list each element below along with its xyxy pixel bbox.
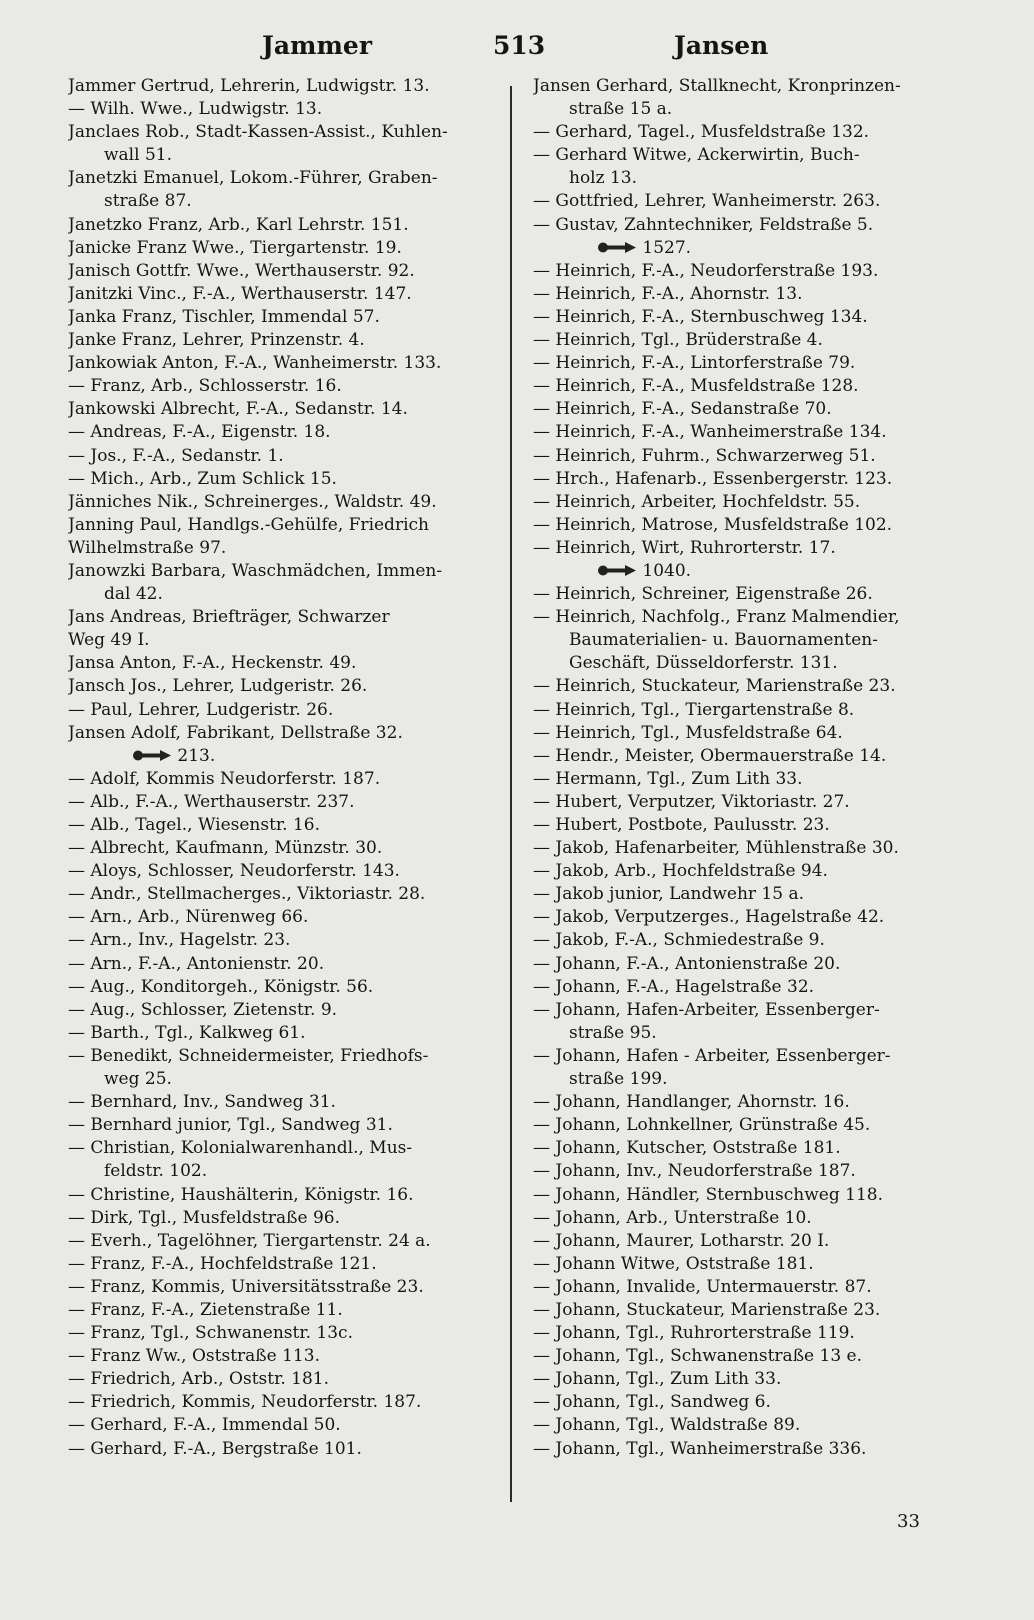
directory-entry [533,537,973,560]
directory-entry [533,98,973,121]
directory-entry [68,675,498,698]
directory-entry [533,1368,973,1391]
entry-text: — Alb., Tagel., Wiesenstr. 16. [68,815,321,835]
directory-entry [68,837,498,860]
directory-entry [533,906,973,929]
directory-entry [533,814,973,837]
entry-text: — Hermann, Tgl., Zum Lith 33. [533,768,803,789]
directory-entry [68,1368,498,1391]
directory-entry [68,144,498,167]
entry-text: — Jakob, Hafenarbeiter, Mühlenstraße 30. [533,838,899,859]
entry-text: — Christine, Haushälterin, Königstr. 16. [68,1184,414,1205]
directory-entry [68,1276,498,1299]
directory-entry [533,1253,973,1276]
directory-entry [68,768,498,791]
directory-entry [533,1022,973,1045]
entry-text: — Johann, Hafen-Arbeiter, Essenberger- [533,999,880,1020]
entry-text: — Mich., Arb., Zum Schlick 15. [68,468,337,489]
directory-entry [68,491,498,514]
directory-entry [68,167,498,190]
directory-entry [533,768,973,791]
entry-text: — Gerhard, F.-A., Bergstraße 101. [68,1438,362,1459]
entry-text: — Johann, Tgl., Wanheimerstraße 336. [533,1438,867,1459]
entry-text: Jänniches Nik., Schreinerges., Waldstr. 49. [68,491,437,512]
entry-text: Janke Franz, Lehrer, Prinzenstr. 4. [68,330,365,351]
directory-entry [68,445,498,468]
directory-entry [533,1230,973,1253]
directory-entry [68,398,498,421]
telephone-icon [132,746,172,766]
entry-text: — Hubert, Postbote, Paulusstr. 23. [533,815,830,835]
directory-entry [533,976,973,999]
entry-text: straße 199. [569,1069,668,1090]
entry-text: — Johann, Invalide, Untermauerstr. 87. [533,1276,872,1297]
entry-text: — Heinrich, Nachfolg., Franz Malmendier, [533,607,900,628]
entry-text: — Heinrich, Wirt, Ruhrorterstr. 17. [533,537,836,558]
entry-text: — Heinrich, F.-A., Lintorferstraße 79. [533,353,856,374]
column-divider [510,86,512,1502]
entry-text: — Jakob, Arb., Hochfeldstraße 94. [533,861,828,882]
entry-text: — Arn., F.-A., Antonienstr. 20. [68,953,325,974]
entry-text: — Arn., Arb., Nürenweg 66. [68,907,309,928]
entry-text: — Andreas, F.-A., Eigenstr. 18. [68,422,331,443]
directory-entry [533,306,973,329]
directory-entry [68,745,498,768]
telephone-icon [597,561,637,581]
directory-entry [533,837,973,860]
entry-text: — Everh., Tagelöhner, Tiergartenstr. 24 a. [68,1230,431,1251]
entry-text: Wilhelmstraße 97. [68,537,227,558]
entry-text: — Johann, Arb., Unterstraße 10. [533,1207,812,1228]
entry-text: — Adolf, Kommis Neudorferstr. 187. [68,768,381,789]
directory-entry [533,1045,973,1068]
entry-text: Baumaterialien- u. Bauornamenten- [569,630,878,651]
directory-entry [533,1276,973,1299]
entry-text: 1040. [642,560,692,581]
entry-text: feldstr. 102. [104,1161,208,1182]
directory-entry [68,1322,498,1345]
right-column [533,75,973,1461]
entry-text: — Johann Witwe, Oststraße 181. [533,1253,814,1274]
directory-entry [533,883,973,906]
entry-text: — Franz, Kommis, Universitätsstraße 23. [68,1276,424,1297]
entry-text: — Heinrich, F.-A., Sedanstraße 70. [533,399,832,420]
entry-text: 213. [177,745,216,766]
header-right-keyword: Jansen [674,31,769,60]
directory-entry [533,421,973,444]
directory-entry [533,445,973,468]
directory-entry [533,1299,973,1322]
directory-entry [68,1045,498,1068]
directory-entry [68,283,498,306]
directory-entry [68,1230,498,1253]
entry-text: — Jakob junior, Landwehr 15 a. [533,884,805,905]
entry-text: — Johann, Tgl., Ruhrorterstraße 119. [533,1323,855,1344]
directory-entry [68,190,498,213]
entry-text: — Hendr., Meister, Obermauerstraße 14. [533,745,887,766]
entry-text: Jankowski Albrecht, F.-A., Sedanstr. 14. [68,399,408,420]
directory-entry [533,953,973,976]
directory-entry [68,1022,498,1045]
directory-entry [68,652,498,675]
entry-text: — Franz, Arb., Schlosserstr. 16. [68,376,342,397]
entry-text: — Johann, Handlanger, Ahornstr. 16. [533,1092,850,1113]
entry-text: — Johann, Hafen - Arbeiter, Essenberger- [533,1045,891,1066]
entry-text: — Johann, F.-A., Antonienstraße 20. [533,953,841,974]
directory-entry [68,1207,498,1230]
telephone-icon [597,238,637,258]
directory-entry [533,675,973,698]
directory-entry [533,1184,973,1207]
directory-entry [533,75,973,98]
directory-entry [533,1345,973,1368]
entry-text: Jansen Adolf, Fabrikant, Dellstraße 32. [68,722,403,743]
directory-entry [533,237,973,260]
entry-text: — Paul, Lehrer, Ludgeristr. 26. [68,699,334,720]
directory-entry [533,1114,973,1137]
entry-text: Janowzki Barbara, Waschmädchen, Immen- [68,560,443,581]
entry-text: — Franz Ww., Oststraße 113. [68,1346,320,1367]
entry-text: — Heinrich, F.-A., Musfeldstraße 128. [533,376,859,397]
entry-text: — Johann, Lohnkellner, Grünstraße 45. [533,1115,871,1136]
directory-entry [68,606,498,629]
directory-entry [533,860,973,883]
entry-text: Weg 49 I. [68,630,150,651]
directory-entry [533,583,973,606]
directory-entry [533,1160,973,1183]
entry-text: — Gottfried, Lehrer, Wanheimerstr. 263. [533,191,881,212]
entry-text: — Franz, F.-A., Zietenstraße 11. [68,1299,343,1320]
directory-entry [68,1299,498,1322]
directory-entry [68,699,498,722]
directory-entry [68,860,498,883]
directory-entry [68,1438,498,1461]
entry-text: — Johann, Tgl., Zum Lith 33. [533,1369,782,1390]
directory-entry [68,629,498,652]
directory-entry [68,1253,498,1276]
entry-text: — Gustav, Zahntechniker, Feldstraße 5. [533,214,874,235]
directory-entry [533,1091,973,1114]
entry-text: — Hrch., Hafenarb., Essenbergerstr. 123. [533,468,893,489]
entry-text: — Benedikt, Schneidermeister, Friedhofs- [68,1045,429,1066]
directory-entry [68,953,498,976]
directory-entry [533,329,973,352]
entry-text: — Heinrich, Tgl., Musfeldstraße 64. [533,722,843,743]
directory-entry [533,560,973,583]
directory-entry [533,1137,973,1160]
entry-text: dal 42. [104,584,163,605]
directory-entry [533,283,973,306]
directory-entry [68,421,498,444]
directory-entry [68,75,498,98]
entry-text: — Heinrich, Stuckateur, Marienstraße 23. [533,676,896,697]
directory-entry [68,98,498,121]
entry-text: — Jakob, Verputzerges., Hagelstraße 42. [533,907,885,928]
directory-entry [533,1068,973,1091]
entry-text: — Gerhard Witwe, Ackerwirtin, Buch- [533,145,860,166]
entry-text: Janka Franz, Tischler, Immendal 57. [68,306,380,327]
entry-text: straße 87. [104,191,192,212]
entry-text: — Friedrich, Arb., Oststr. 181. [68,1369,330,1390]
entry-text: straße 15 a. [569,99,673,120]
entry-text: — Heinrich, Matrose, Musfeldstraße 102. [533,514,893,535]
entry-text: — Barth., Tgl., Kalkweg 61. [68,1022,306,1043]
directory-entry [533,1207,973,1230]
directory-entry [533,722,973,745]
entry-text: — Christian, Kolonialwarenhandl., Mus- [68,1138,413,1159]
entry-text: 1527. [642,237,692,258]
entry-text: — Franz, F.-A., Hochfeldstraße 121. [68,1253,377,1274]
left-column [68,75,498,1461]
directory-entry [68,560,498,583]
entry-text: — Heinrich, Tgl., Tiergartenstraße 8. [533,699,855,720]
directory-entry [533,190,973,213]
entry-text: — Jakob, F.-A., Schmiedestraße 9. [533,930,825,951]
directory-entry [68,214,498,237]
directory-entry [68,1414,498,1437]
directory-entry [68,791,498,814]
directory-entry [68,976,498,999]
entry-text: Janetzki Emanuel, Lokom.-Führer, Graben- [68,168,438,189]
directory-entry [68,1114,498,1137]
entry-text: — Gerhard, Tagel., Musfeldstraße 132. [533,122,870,143]
directory-entry [533,144,973,167]
entry-text: — Gerhard, F.-A., Immendal 50. [68,1415,341,1436]
directory-entry [533,699,973,722]
entry-text: holz 13. [569,168,638,189]
entry-text: Janning Paul, Handlgs.-Gehülfe, Friedrich [68,514,429,535]
entry-text: — Heinrich, Tgl., Brüderstraße 4. [533,330,823,351]
entry-text: Jammer Gertrud, Lehrerin, Ludwigstr. 13. [68,76,430,96]
printer-signature: 33 [897,1511,920,1532]
directory-entry [533,491,973,514]
directory-entry [68,906,498,929]
directory-entry [68,306,498,329]
entry-text: — Heinrich, F.-A., Ahornstr. 13. [533,283,803,304]
directory-entry [533,514,973,537]
entry-text: Janisch Gottfr. Wwe., Werthauserstr. 92. [68,260,415,281]
directory-entry [68,352,498,375]
entry-text: Janitzki Vinc., F.-A., Werthauserstr. 147. [68,283,412,304]
entry-text: Jankowiak Anton, F.-A., Wanheimerstr. 133. [68,353,442,374]
directory-entry [68,1184,498,1207]
entry-text: — Bernhard, Inv., Sandweg 31. [68,1092,336,1113]
entry-text: — Johann, F.-A., Hagelstraße 32. [533,976,815,997]
entry-text: — Johann, Stuckateur, Marienstraße 23. [533,1299,881,1320]
entry-text: — Jos., F.-A., Sedanstr. 1. [68,445,284,466]
directory-entry [68,583,498,606]
directory-entry [533,1391,973,1414]
entry-text: — Heinrich, Arbeiter, Hochfeldstr. 55. [533,491,861,512]
entry-text: Janetzko Franz, Arb., Karl Lehrstr. 151. [68,214,409,235]
directory-entry [533,929,973,952]
entry-text: — Heinrich, Fuhrm., Schwarzerweg 51. [533,445,876,466]
entry-text: — Heinrich, F.-A., Neudorferstraße 193. [533,260,879,281]
directory-entry [533,167,973,190]
entry-text: — Bernhard junior, Tgl., Sandweg 31. [68,1115,393,1136]
directory-entry [68,121,498,144]
directory-entry [533,1414,973,1437]
entry-text: — Aug., Schlosser, Zietenstr. 9. [68,999,338,1020]
entry-text: — Heinrich, F.-A., Wanheimerstraße 134. [533,422,887,443]
entry-text: — Aloys, Schlosser, Neudorferstr. 143. [68,861,400,882]
page-number: 513 [493,31,546,60]
entry-text: Jansa Anton, F.-A., Heckenstr. 49. [68,653,357,674]
directory-entry [533,745,973,768]
directory-entry [533,352,973,375]
directory-entry [68,1160,498,1183]
entry-text: — Albrecht, Kaufmann, Münzstr. 30. [68,838,383,859]
entry-text: — Alb., F.-A., Werthauserstr. 237. [68,791,355,812]
entry-text: — Johann, Tgl., Sandweg 6. [533,1392,771,1413]
directory-entry [68,375,498,398]
directory-entry [68,929,498,952]
directory-entry [68,237,498,260]
directory-entry [68,999,498,1022]
entry-text: wall 51. [104,145,172,166]
entry-text: — Johann, Tgl., Schwanenstraße 13 e. [533,1346,863,1367]
entry-text: — Johann, Händler, Sternbuschweg 118. [533,1184,883,1205]
directory-entry [533,999,973,1022]
entry-text: — Arn., Inv., Hagelstr. 23. [68,930,291,951]
directory-entry [68,1345,498,1368]
directory-entry [68,1068,498,1091]
directory-entry [533,214,973,237]
entry-text: — Johann, Tgl., Waldstraße 89. [533,1415,801,1436]
directory-entry [533,260,973,283]
entry-text: — Johann, Kutscher, Oststraße 181. [533,1138,841,1159]
directory-entry [68,722,498,745]
entry-text: Jans Andreas, Briefträger, Schwarzer [68,607,390,628]
directory-entry [533,1438,973,1461]
directory-entry [533,1322,973,1345]
entry-text: — Friedrich, Kommis, Neudorferstr. 187. [68,1392,422,1413]
directory-entry [533,606,973,629]
directory-entry [533,398,973,421]
directory-entry [68,514,498,537]
directory-entry [533,375,973,398]
directory-entry [68,883,498,906]
entry-text: weg 25. [104,1069,172,1090]
entry-text: — Johann, Inv., Neudorferstraße 187. [533,1161,856,1182]
directory-entry [68,814,498,837]
directory-entry [68,1391,498,1414]
entry-text: — Johann, Maurer, Lotharstr. 20 I. [533,1230,830,1251]
entry-text: Janicke Franz Wwe., Tiergartenstr. 19. [68,237,402,258]
directory-entry [68,260,498,283]
entry-text: Jansen Gerhard, Stallknecht, Kronprinzen- [533,76,901,96]
entry-text: — Heinrich, Schreiner, Eigenstraße 26. [533,584,873,605]
directory-entry [533,629,973,652]
header-left-keyword: Jammer [262,31,373,60]
directory-entry [68,468,498,491]
directory-entry [68,537,498,560]
entry-text: — Heinrich, F.-A., Sternbuschweg 134. [533,306,868,327]
directory-entry [68,1137,498,1160]
entry-text: — Andr., Stellmacherges., Viktoriastr. 28. [68,884,426,905]
entry-text: — Dirk, Tgl., Musfeldstraße 96. [68,1207,340,1228]
directory-entry [533,121,973,144]
directory-entry [533,652,973,675]
entry-text: — Wilh. Wwe., Ludwigstr. 13. [68,99,323,120]
directory-entry [68,329,498,352]
directory-entry [533,791,973,814]
entry-text: Jansch Jos., Lehrer, Ludgeristr. 26. [68,676,368,697]
entry-text: — Franz, Tgl., Schwanenstr. 13c. [68,1323,353,1344]
entry-text: — Hubert, Verputzer, Viktoriastr. 27. [533,791,850,812]
entry-text: straße 95. [569,1022,657,1043]
entry-text: Geschäft, Düsseldorferstr. 131. [569,653,838,674]
entry-text: — Aug., Konditorgeh., Königstr. 56. [68,976,374,997]
entry-text: Janclaes Rob., Stadt-Kassen-Assist., Kuhlen- [68,122,448,143]
directory-entry [533,468,973,491]
directory-entry [68,1091,498,1114]
